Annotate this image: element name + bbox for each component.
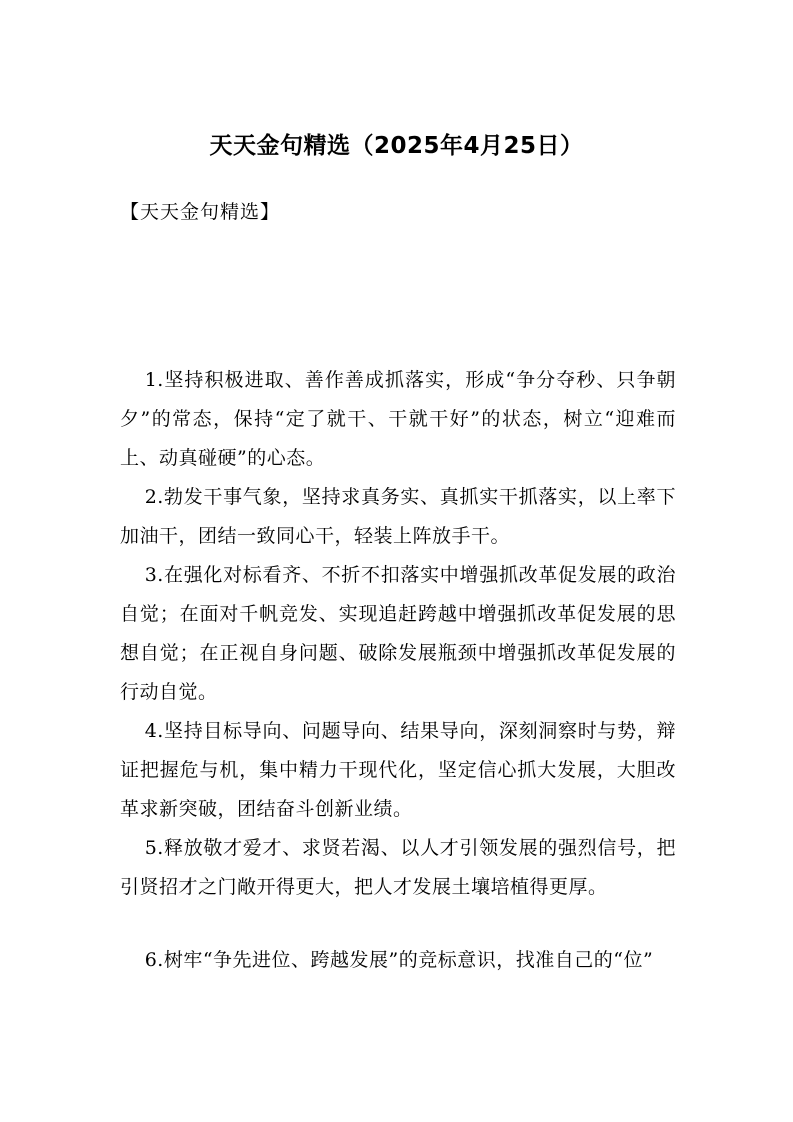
paragraph-4: 4.坚持目标导向、问题导向、结果导向，深刻洞察时与势，辩证把握危与机，集中精力干现代化，坚定信心抓大发展，大胆改革求新突破，团结奋斗创新业绩。	[120, 720, 676, 820]
paragraph-1: 1.坚持积极进取、善作善成抓落实，形成“争分夺秒、只争朝夕”的常态，保持“定了就干、干就干好”的状态，树立“迎难而上、动真碰硬”的心态。	[120, 369, 676, 469]
paragraph-3: 3.在强化对标看齐、不折不扣落实中增强抓改革促发展的政治自觉；在面对千帆竞发、实现追赶跨越中增强抓改革促发展的思想自觉；在正视自身问题、破除发展瓶颈中增强抓改革促发展的行动自觉。	[120, 564, 676, 703]
paragraph-2: 2.勃发干事气象，坚持求真务实、真抓实干抓落实，以上率下加油干，团结一致同心干，轻装上阵放手干。	[120, 486, 676, 547]
paragraph-5: 5.释放敬才爱才、求贤若渴、以人才引领发展的强烈信号，把引贤招才之门敞开得更大，把人才发展土壤培植得更厚。	[120, 837, 676, 898]
document-title: 天天金句精选（2025年4月25日）	[209, 133, 584, 159]
section-label: 【天天金句精选】	[120, 201, 281, 223]
document-body	[120, 361, 676, 980]
paragraph-6: 6.树牢“争先进位、跨越发展”的竞标意识，找准自己的“位”	[144, 949, 654, 971]
